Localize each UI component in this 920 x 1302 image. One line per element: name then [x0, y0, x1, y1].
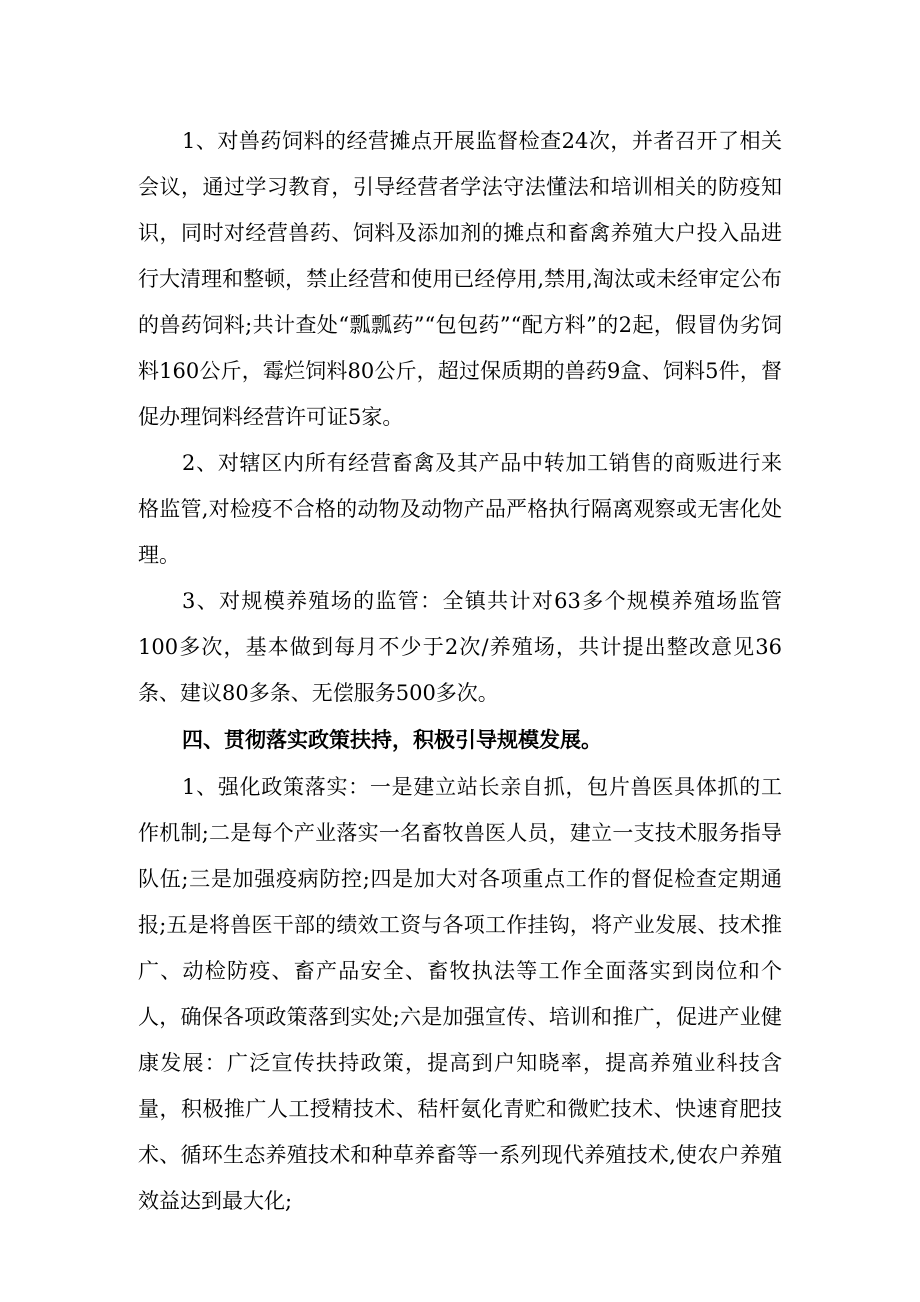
paragraph-2: 2、对辖区内所有经营畜禽及其产品中转加工销售的商贩进行来格监管,对检疫不合格的动物及动物产品严格执行隔离观察或无害化处理。	[138, 451, 782, 567]
section-paragraph-1: 1、强化政策落实：一是建立站长亲自抓，包片兽医具体抓的工作机制;二是每个产业落实一名畜牧兽医人员，建立一支技术服务指导队伍;三是加强疫病防控;四是加大对各项重点工作的督促检查定期通报;五是将兽医干部的绩效工资与各项工作挂钩，将产业发展、技术推广、动检防疫、畜产品安全、畜牧执法等工作全面落实到岗位和个人，确保各项政策落到实处;六是加强宣传、培训和推广，促进产业健康发展：广泛宣传扶持政策，提高到户知晓率，提高养殖业科技含量，积极推广人工授精技术、秸杆氨化青贮和微贮技术、快速育肥技术、循环生态养殖技术和种草养畜等一系列现代养殖技术,使农户养殖效益达到最大化;	[138, 775, 782, 1213]
paragraph-1: 1、对兽药饲料的经营摊点开展监督检查24次，并者召开了相关会议，通过学习教育，引导经营者学法守法懂法和培训相关的防疫知识，同时对经营兽药、饲料及添加剂的摊点和畜禽养殖大户投入品进行大清理和整顿，禁止经营和使用已经停用,禁用,淘汰或未经审定公布的兽药饲料;共计查处“瓢瓢药”“包包药”“配方料”的2起，假冒伪劣饲料160公斤，霉烂饲料80公斤，超过保质期的兽药9盒、饲料5件，督促办理饲料经营许可证5家。	[138, 129, 782, 429]
paragraph-3: 3、对规模养殖场的监管：全镇共计对63多个规模养殖场监管100多次，基本做到每月不少于2次/养殖场，共计提出整改意见36条、建议80多条、无偿服务500多次。	[138, 589, 782, 705]
section-heading: 四、贯彻落实政策扶持，积极引导规模发展。	[182, 728, 602, 752]
document-page	[138, 118, 782, 1224]
